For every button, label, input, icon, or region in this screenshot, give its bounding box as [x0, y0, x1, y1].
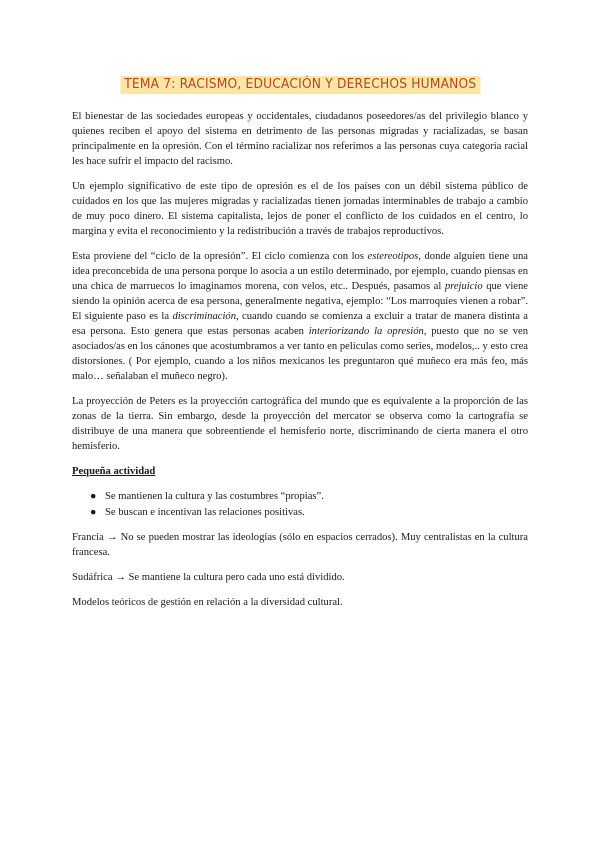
term-discriminacion: discriminación: [172, 311, 236, 322]
paragraph-ciclo-opresion: [72, 249, 528, 384]
term-prejuicio: prejuicio: [444, 281, 483, 292]
term-interiorizando: interiorizando la opresión: [308, 326, 424, 337]
list-item-text: Se mantienen la cultura y las costumbres “propias”.: [105, 491, 324, 502]
paragraph-cuidados: Un ejemplo significativo de este tipo de opresión es el de los países con un débil sistema público de cuidados en los que las mujeres migradas y racializadas tienen jornadas interminables de trabajo a cambio de muy poco dinero. El sistema capitalista, lejos de poner el conflicto de los cuidados en el centro, lo margina y evita el reconocimiento y la redistribución a través de trabajos reproductivos.: [72, 181, 528, 237]
paragraph-francia: Francia → No se pueden mostrar las ideologías (sólo en espacios cerrados). Muy centralistas en la cultura francesa.: [72, 532, 528, 558]
activity-list: [72, 489, 528, 520]
document-title: TEMA 7: RACISMO, EDUCACIÓN Y DERECHOS HUMANOS: [120, 76, 480, 94]
list-item: [90, 489, 528, 505]
list-item: [90, 505, 528, 521]
paragraph-sudafrica: Sudáfrica → Se mantiene la cultura pero cada uno está dividido.: [72, 572, 345, 583]
title-container: [0, 75, 600, 94]
paragraph-privilegio: El bienestar de las sociedades europeas y occidentales, ciudadanos poseedores/as del privilegio blanco y quienes reciben el apoyo del sistema en detrimento de las personas migradas y racializadas, se basan principalmente en la opresión. Con el término racializar nos referimos a las personas cuya categoría racial les hace sufrir el impacto del racismo.: [72, 111, 528, 167]
paragraph-peters: La proyección de Peters es la proyección cartográfica del mundo que es equivalente a la proporción de las zonas de la tierra. Sin embargo, desde la proyección del mercator se observa como la cartografía se distribuye de una manera que sobreentiende el hemisferio norte, discriminando de cierta manera el otro hemisferio.: [72, 396, 528, 452]
list-item-text: Se buscan e incentivan las relaciones positivas.: [105, 506, 305, 518]
text-segment: Esta proviene del “ciclo de la opresión”. El ciclo comienza con los: [72, 251, 368, 262]
term-estereotipos: estereotipos: [367, 251, 419, 262]
activity-heading: Pequeña actividad: [72, 466, 156, 477]
bullet-icon: ●: [90, 506, 97, 518]
text-segment: que viene siendo la opinión acerca de esa persona, generalmente negativa, ejemplo: “Los marroquíes vienen a robar”. El siguiente paso es la: [72, 281, 528, 322]
bullet-icon: ●: [90, 491, 97, 502]
text-segment: , puesto que no se ven asociados/as en los cánones que acostumbramos a ver tanto en películas como series, modelos,.. y esto crea distorsiones. ( Por ejemplo, cuando a los niños mexicanos les preguntaron qué muñeco era más feo, más malo… señalaban el muñeco negro).: [72, 326, 528, 382]
text-segment: , donde alguien tiene una idea preconcebida de una persona porque lo asocia a un estilo determinado, por ejemplo, cuando piensas en una chica de marruecos lo imaginamos morena, con velos, etc.. Después, pasamos al: [72, 251, 528, 292]
text-segment: , cuando cuando se comienza a excluir a tratar de manera distinta a esa persona. Esto genera que estas personas acaben: [72, 311, 528, 337]
document-body: [72, 109, 528, 620]
paragraph-modelos: Modelos teóricos de gestión en relación a la diversidad cultural.: [72, 597, 343, 608]
